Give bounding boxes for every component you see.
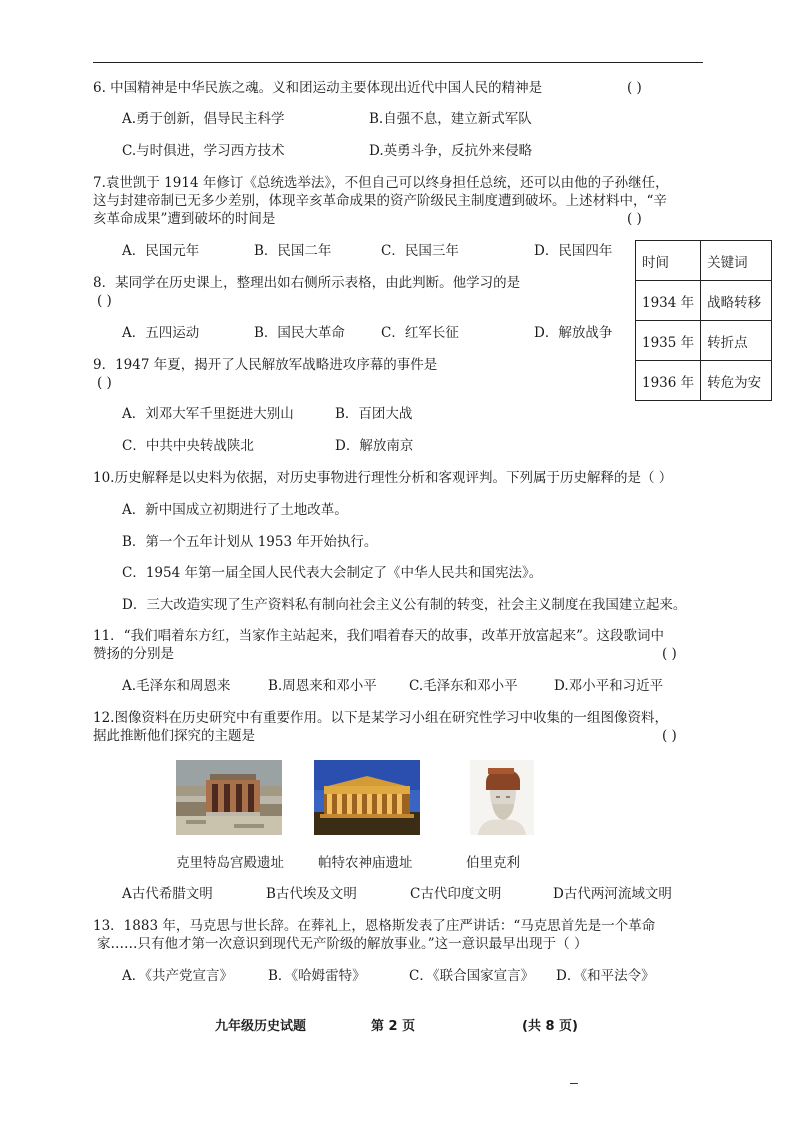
table-cell: 1936 年 xyxy=(636,361,701,401)
q12-line2: 据此推断他们探究的主题是 xyxy=(93,728,255,744)
q13-line1: 13．1883 年，马克思与世长辞。在葬礼上，恩格斯发表了庄严讲话：“马克思首先是一个革命 xyxy=(93,918,656,934)
q6-option-b: B.自强不息，建立新式军队 xyxy=(369,111,532,127)
q8-option-d: D．解放战争 xyxy=(534,325,613,341)
q7-line1: 7.袁世凯于 1914 年修订《总统选举法》，不但自己可以终身担任总统，还可以由他的子孙继任， xyxy=(93,175,669,191)
q9-option-d: D．解放南京 xyxy=(335,438,414,454)
table-cell: 1935 年 xyxy=(636,321,701,361)
q11-line1: 11．“我们唱着东方红，当家作主站起来，我们唱着春天的故事，改革开放富起来”。这段歌词中 xyxy=(93,628,664,644)
table-header-cell: 时间 xyxy=(636,241,701,281)
q7-option-b: B．民国二年 xyxy=(254,243,332,259)
q8-option-c: C．红军长征 xyxy=(381,325,459,341)
q11-option-d: D.邓小平和习近平 xyxy=(554,678,664,694)
q10-option-a: A．新中国成立初期进行了土地改革。 xyxy=(122,502,348,518)
q6-answer-paren: ( ) xyxy=(627,80,642,96)
q12-line1: 12.图像资料在历史研究中有重要作用。以下是某学习小组在研究性学习中收集的一组图像资料， xyxy=(93,710,668,726)
q12-option-d: D古代两河流域文明 xyxy=(553,886,672,902)
keyword-table xyxy=(635,240,772,401)
image-caption: 帕特农神庙遗址 xyxy=(318,855,413,871)
top-rule xyxy=(93,62,703,63)
table-header-row xyxy=(636,241,772,281)
q11-option-c: C.毛泽东和邓小平 xyxy=(409,678,518,694)
q8-option-a: A．五四运动 xyxy=(122,325,200,341)
knossos-palace-image xyxy=(176,760,282,835)
q12-option-b: B古代埃及文明 xyxy=(266,886,357,902)
q9-stem: 9．1947 年夏，揭开了人民解放军战略进攻序幕的事件是 xyxy=(93,357,438,373)
q11-answer-paren: ( ) xyxy=(662,646,677,662)
q7-option-a: A．民国元年 xyxy=(122,243,200,259)
table-cell: 转折点 xyxy=(701,321,772,361)
table-header-cell: 关键词 xyxy=(701,241,772,281)
q7-answer-paren: ( ) xyxy=(627,211,642,227)
q13-option-b: B．《哈姆雷特》 xyxy=(268,968,366,984)
q10-option-b: B．第一个五年计划从 1953 年开始执行。 xyxy=(122,534,378,550)
table-row xyxy=(636,281,772,321)
table-row xyxy=(636,361,772,401)
q6-option-d: D.英勇斗争，反抗外来侵略 xyxy=(369,143,533,159)
footer-subject: 九年级历史试题 xyxy=(215,1019,307,1034)
q10-stem: 10.历史解释是以史料为依据，对历史事物进行理性分析和客观评判。下列属于历史解释的是（ ） xyxy=(93,470,673,486)
q7-option-c: C．民国三年 xyxy=(381,243,459,259)
q10-option-c: C．1954 年第一届全国人民代表大会制定了《中华人民共和国宪法》。 xyxy=(122,565,543,581)
q8-stem: 8．某同学在历史课上，整理出如右侧所示表格，由此判断。他学习的是 xyxy=(93,275,521,291)
footer-page-number: 第 2 页 xyxy=(371,1019,416,1034)
q13-option-a: A．《共产党宣言》 xyxy=(122,968,233,984)
image-caption: 伯里克利 xyxy=(466,855,520,871)
q9-option-c: C．中共中央转战陕北 xyxy=(122,438,254,454)
q12-option-c: C古代印度文明 xyxy=(410,886,502,902)
q7-line2: 这与封建帝制已无多少差别，体现辛亥革命成果的资产阶级民主制度遭到破坏。上述材料中，“辛 xyxy=(93,193,667,209)
q11-option-a: A.毛泽东和周恩来 xyxy=(122,678,231,694)
footer-total-pages: (共 8 页) xyxy=(522,1019,578,1034)
table-cell: 1934 年 xyxy=(636,281,701,321)
parthenon-image xyxy=(314,760,420,835)
q10-option-d: D．三大改造实现了生产资料私有制向社会主义公有制的转变，社会主义制度在我国建立起来。 xyxy=(122,597,687,613)
q13-option-d: D．《和平法令》 xyxy=(556,968,655,984)
table-cell: 转危为安 xyxy=(701,361,772,401)
pericles-bust-image xyxy=(470,760,534,835)
q8-answer-paren: ( ) xyxy=(97,293,112,309)
q9-answer-paren: ( ) xyxy=(97,375,112,391)
bottom-mark xyxy=(570,1083,578,1084)
q7-line3: 亥革命成果”遭到破坏的时间是 xyxy=(93,211,276,227)
q9-option-a: A．刘邓大军千里挺进大别山 xyxy=(122,406,294,422)
q9-option-b: B．百团大战 xyxy=(335,406,413,422)
table-row xyxy=(636,321,772,361)
q8-option-b: B．国民大革命 xyxy=(254,325,345,341)
q11-line2: 赞扬的分别是 xyxy=(93,646,174,662)
q12-answer-paren: ( ) xyxy=(662,728,677,744)
q6-option-a: A.勇于创新，倡导民主科学 xyxy=(122,111,285,127)
q11-option-b: B.周恩来和邓小平 xyxy=(268,678,377,694)
table-cell: 战略转移 xyxy=(701,281,772,321)
q7-option-d: D．民国四年 xyxy=(534,243,613,259)
q13-line2: 家……只有他才第一次意识到现代无产阶级的解放事业。”这一意识最早出现于（ ） xyxy=(97,936,588,952)
image-caption: 克里特岛宫殿遗址 xyxy=(176,855,284,871)
q13-option-c: C．《联合国家宣言》 xyxy=(409,968,535,984)
q12-option-a: A古代希腊文明 xyxy=(122,886,213,902)
q6-option-c: C.与时俱进，学习西方技术 xyxy=(122,143,285,159)
q6-stem: 6. 中国精神是中华民族之魂。义和团运动主要体现出近代中国人民的精神是 xyxy=(93,80,543,96)
